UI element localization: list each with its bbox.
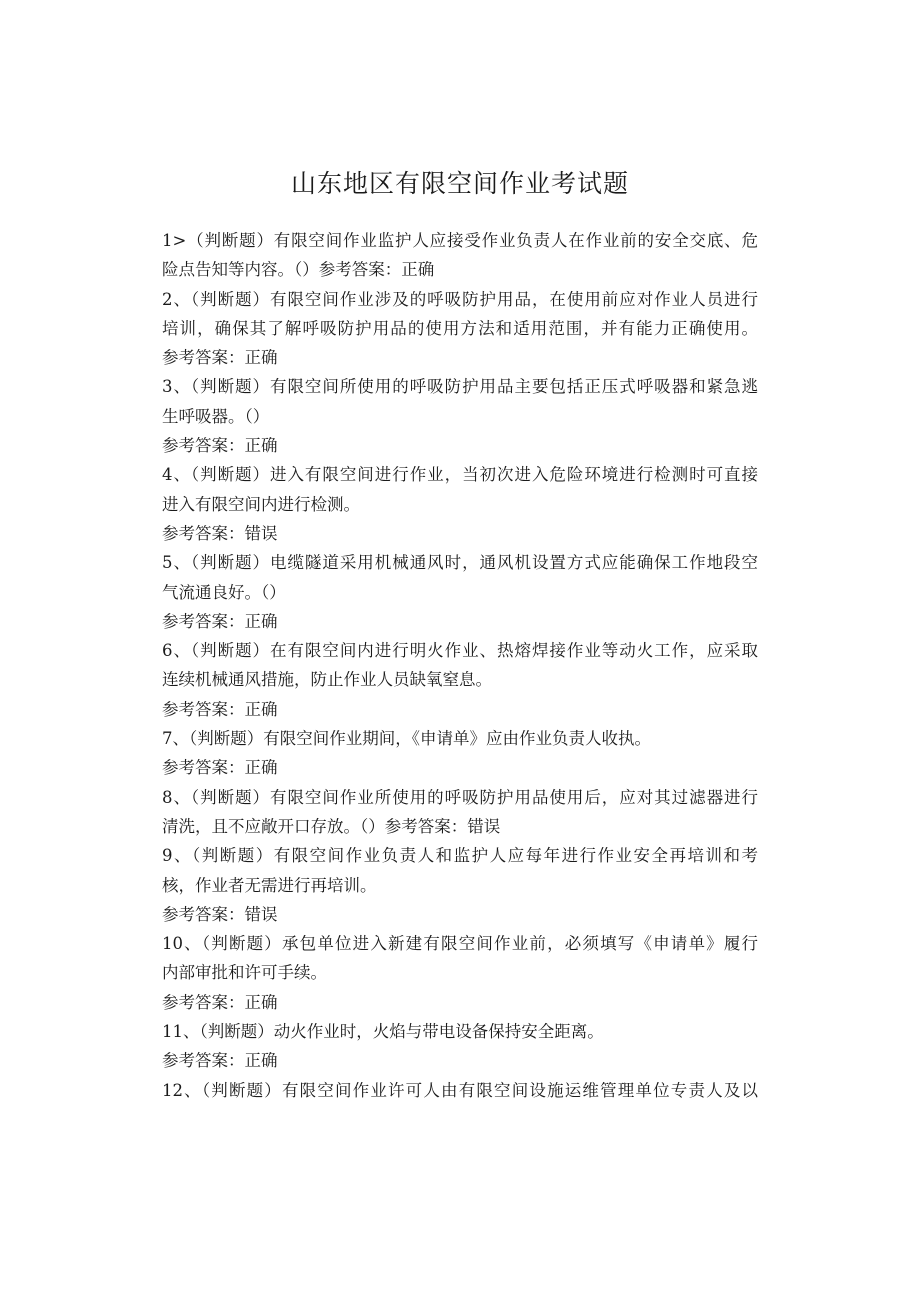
text-line: 险点告知等内容。（）参考答案：正确	[162, 260, 435, 280]
text-line: 7、（判断题）有限空间作业期间，《申请单》应由作业负责人收执。	[162, 729, 651, 749]
text-line: 2、（判断题）有限空间作业涉及的呼吸防护用品，在使用前应对作业人员进行	[162, 289, 758, 309]
text-line: 清洗，且不应敞开口存放。（）参考答案：错误	[162, 816, 501, 836]
text-line: 参考答案：正确	[162, 348, 278, 368]
text-line: 6、（判断题）在有限空间内进行明火作业、热熔焊接作业等动火工作，应采取	[162, 641, 758, 661]
text-line: 12、（判断题）有限空间作业许可人由有限空间设施运维管理单位专责人及以	[162, 1080, 758, 1100]
text-line: 参考答案：正确	[162, 992, 278, 1012]
text-line: 参考答案：正确	[162, 436, 278, 456]
text-line: 参考答案：错误	[162, 523, 278, 543]
text-line: 11、（判断题）动火作业时，火焰与带电设备保持安全距离。	[162, 1022, 604, 1042]
text-line: 参考答案：正确	[162, 758, 278, 778]
text-line: 培训，确保其了解呼吸防护用品的使用方法和适用范围，并有能力正确使用。	[162, 318, 758, 338]
document-title: 山东地区有限空间作业考试题	[290, 169, 629, 198]
text-line: 内部审批和许可手续。	[162, 963, 327, 983]
text-line: 5、（判断题）电缆隧道采用机械通风时，通风机设置方式应能确保工作地段空	[162, 553, 758, 573]
text-line: 参考答案：错误	[162, 904, 278, 924]
text-line: 4、（判断题）进入有限空间进行作业，当初次进入危险环境进行检测时可直接	[162, 465, 758, 485]
text-line: 参考答案：正确	[162, 699, 278, 719]
text-line: 1>（判断题）有限空间作业监护人应接受作业负责人在作业前的安全交底、危	[162, 231, 758, 250]
text-line: 参考答案：正确	[162, 1051, 278, 1071]
text-line: 核，作业者无需进行再培训。	[162, 875, 377, 895]
text-line: 进入有限空间内进行检测。	[162, 494, 360, 514]
text-line: 连续机械通风措施，防止作业人员缺氧窒息。	[162, 670, 492, 690]
text-line: 10、（判断题）承包单位进入新建有限空间作业前，必须填写《申请单》履行	[162, 934, 758, 954]
question-list	[162, 226, 758, 1105]
text-line: 气流通良好。（）	[162, 582, 286, 602]
text-line: 生呼吸器。（）	[162, 406, 270, 426]
text-line: 8、（判断题）有限空间作业所使用的呼吸防护用品使用后，应对其过滤器进行	[162, 787, 758, 807]
text-line: 3、（判断题）有限空间所使用的呼吸防护用品主要包括正压式呼吸器和紧急逃	[162, 377, 758, 397]
text-line: 9、（判断题）有限空间作业负责人和监护人应每年进行作业安全再培训和考	[162, 846, 758, 866]
text-line: 参考答案：正确	[162, 611, 278, 631]
